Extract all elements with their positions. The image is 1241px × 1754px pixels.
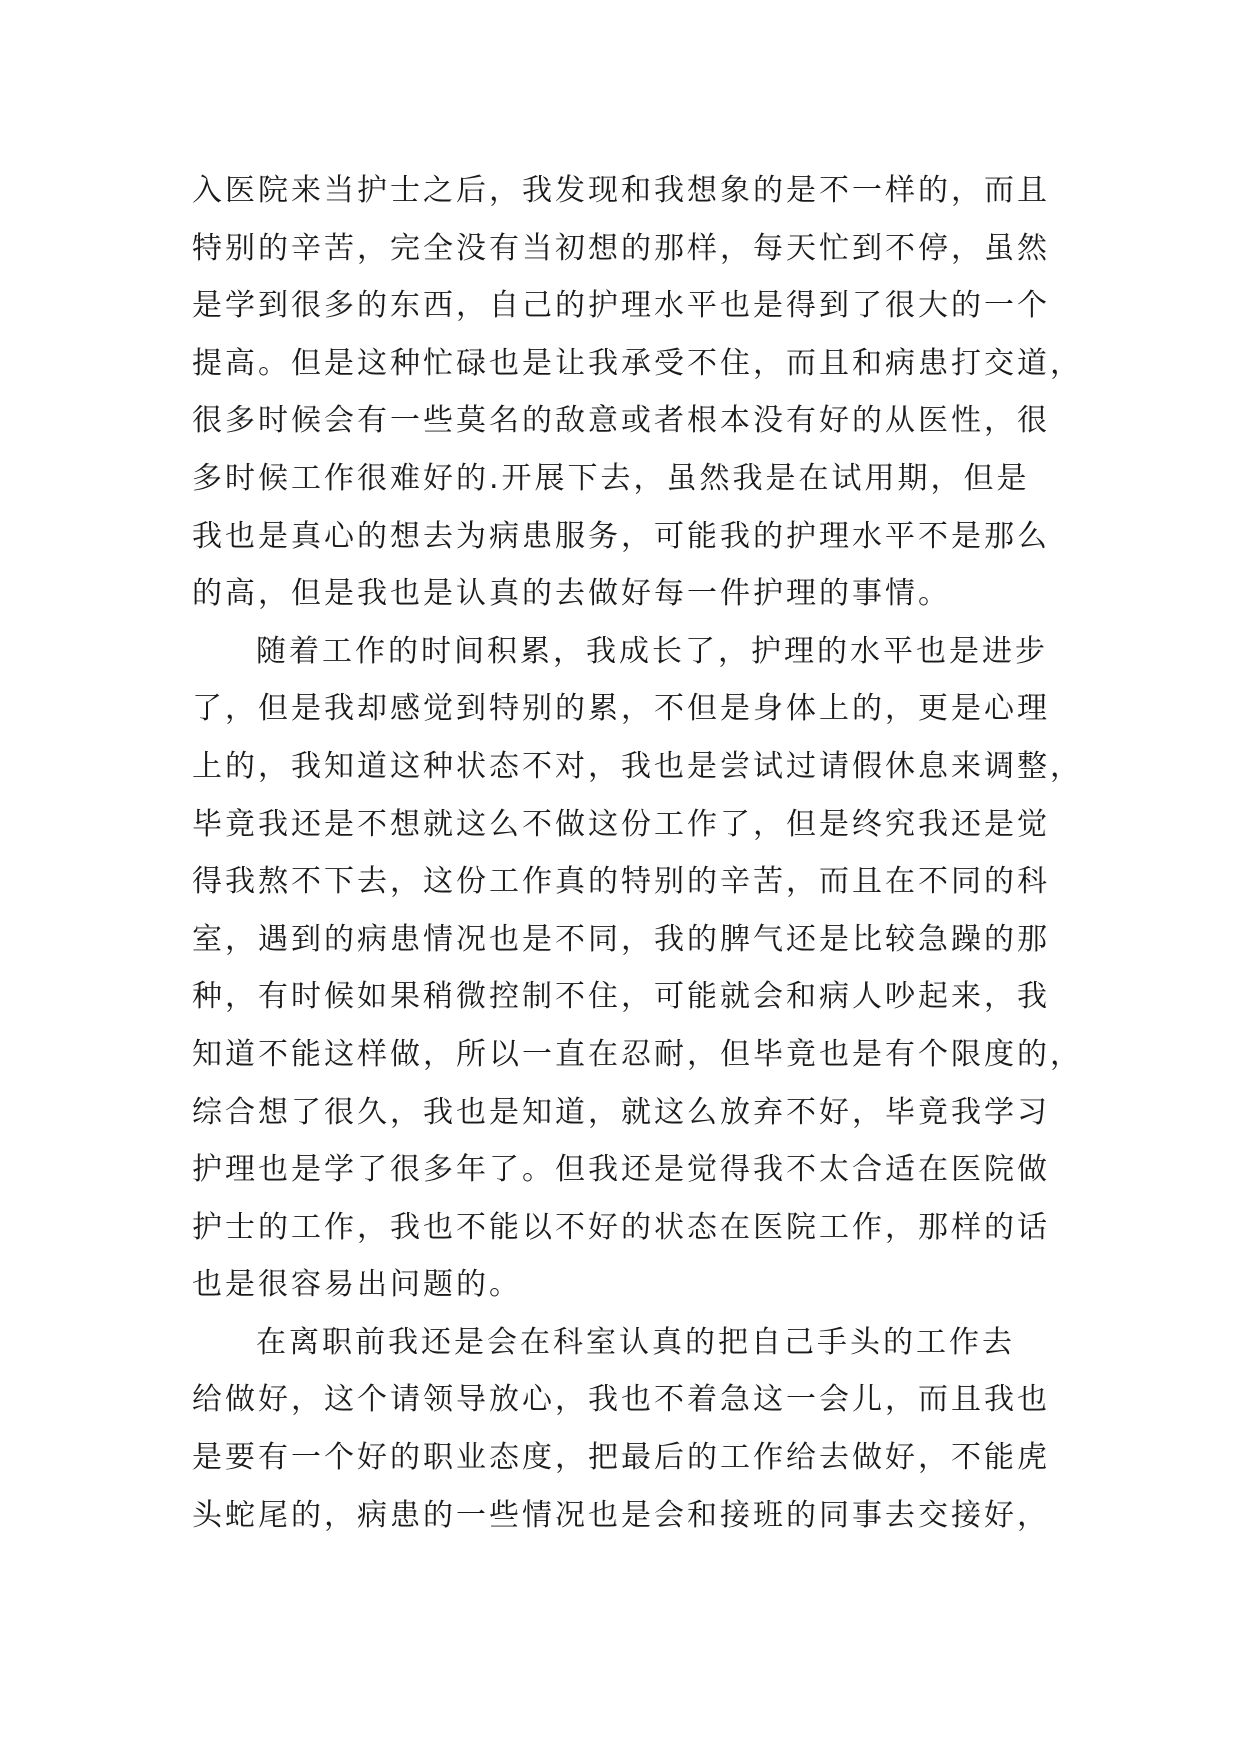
text-line: 的高，但是我也是认真的去做好每一件护理的事情。 (192, 576, 951, 612)
text-line: 知道不能这样做，所以一直在忍耐，但毕竟也是有个限度的， (192, 1036, 1083, 1072)
text-line: 上的，我知道这种状态不对，我也是尝试过请假休息来调整， (192, 748, 1083, 784)
text-line: 也是很容易出问题的。 (192, 1267, 522, 1303)
text-line: 提高。但是这种忙碌也是让我承受不住，而且和病患打交道， (192, 345, 1083, 381)
paragraph-first-line: 随着工作的时间积累，我成长了，护理的水平也是进步 (256, 633, 1048, 669)
text-line: 得我熬不下去，这份工作真的特别的辛苦，而且在不同的科 (192, 864, 1050, 900)
text-line: 入医院来当护士之后，我发现和我想象的是不一样的，而且 (192, 173, 1050, 208)
text-line: 我也是真心的想去为病患服务，可能我的护理水平不是那么 (192, 518, 1050, 554)
text-line: 头蛇尾的，病患的一些情况也是会和接班的同事去交接好， (192, 1497, 1050, 1533)
text-line: 多时候工作很难好的.开展下去，虽然我是在试用期，但是 (192, 460, 1030, 496)
text-line: 护士的工作，我也不能以不好的状态在医院工作，那样的话 (192, 1209, 1050, 1245)
text-line: 是要有一个好的职业态度，把最后的工作给去做好，不能虎 (192, 1440, 1050, 1476)
text-line: 特别的辛苦，完全没有当初想的那样，每天忙到不停，虽然 (192, 230, 1050, 266)
body-text (192, 162, 1083, 1544)
text-line: 了，但是我却感觉到特别的累，不但是身体上的，更是心理 (192, 691, 1050, 727)
text-line: 毕竟我还是不想就这么不做这份工作了，但是终究我还是觉 (192, 806, 1050, 842)
text-line: 室，遇到的病患情况也是不同，我的脾气还是比较急躁的那 (192, 921, 1050, 957)
text-line: 给做好，这个请领导放心，我也不着急这一会儿，而且我也 (192, 1382, 1050, 1418)
text-line: 种，有时候如果稍微控制不住，可能就会和病人吵起来，我 (192, 979, 1050, 1015)
text-line: 是学到很多的东西，自己的护理水平也是得到了很大的一个 (192, 288, 1050, 324)
text-line: 综合想了很久，我也是知道，就这么放弃不好，毕竟我学习 (192, 1094, 1050, 1130)
text-line: 很多时候会有一些莫名的敌意或者根本没有好的从医性，很 (192, 403, 1050, 439)
paragraph-first-line: 在离职前我还是会在科室认真的把自己手头的工作去 (256, 1324, 1015, 1360)
text-line: 护理也是学了很多年了。但我还是觉得我不太合适在医院做 (192, 1152, 1050, 1188)
